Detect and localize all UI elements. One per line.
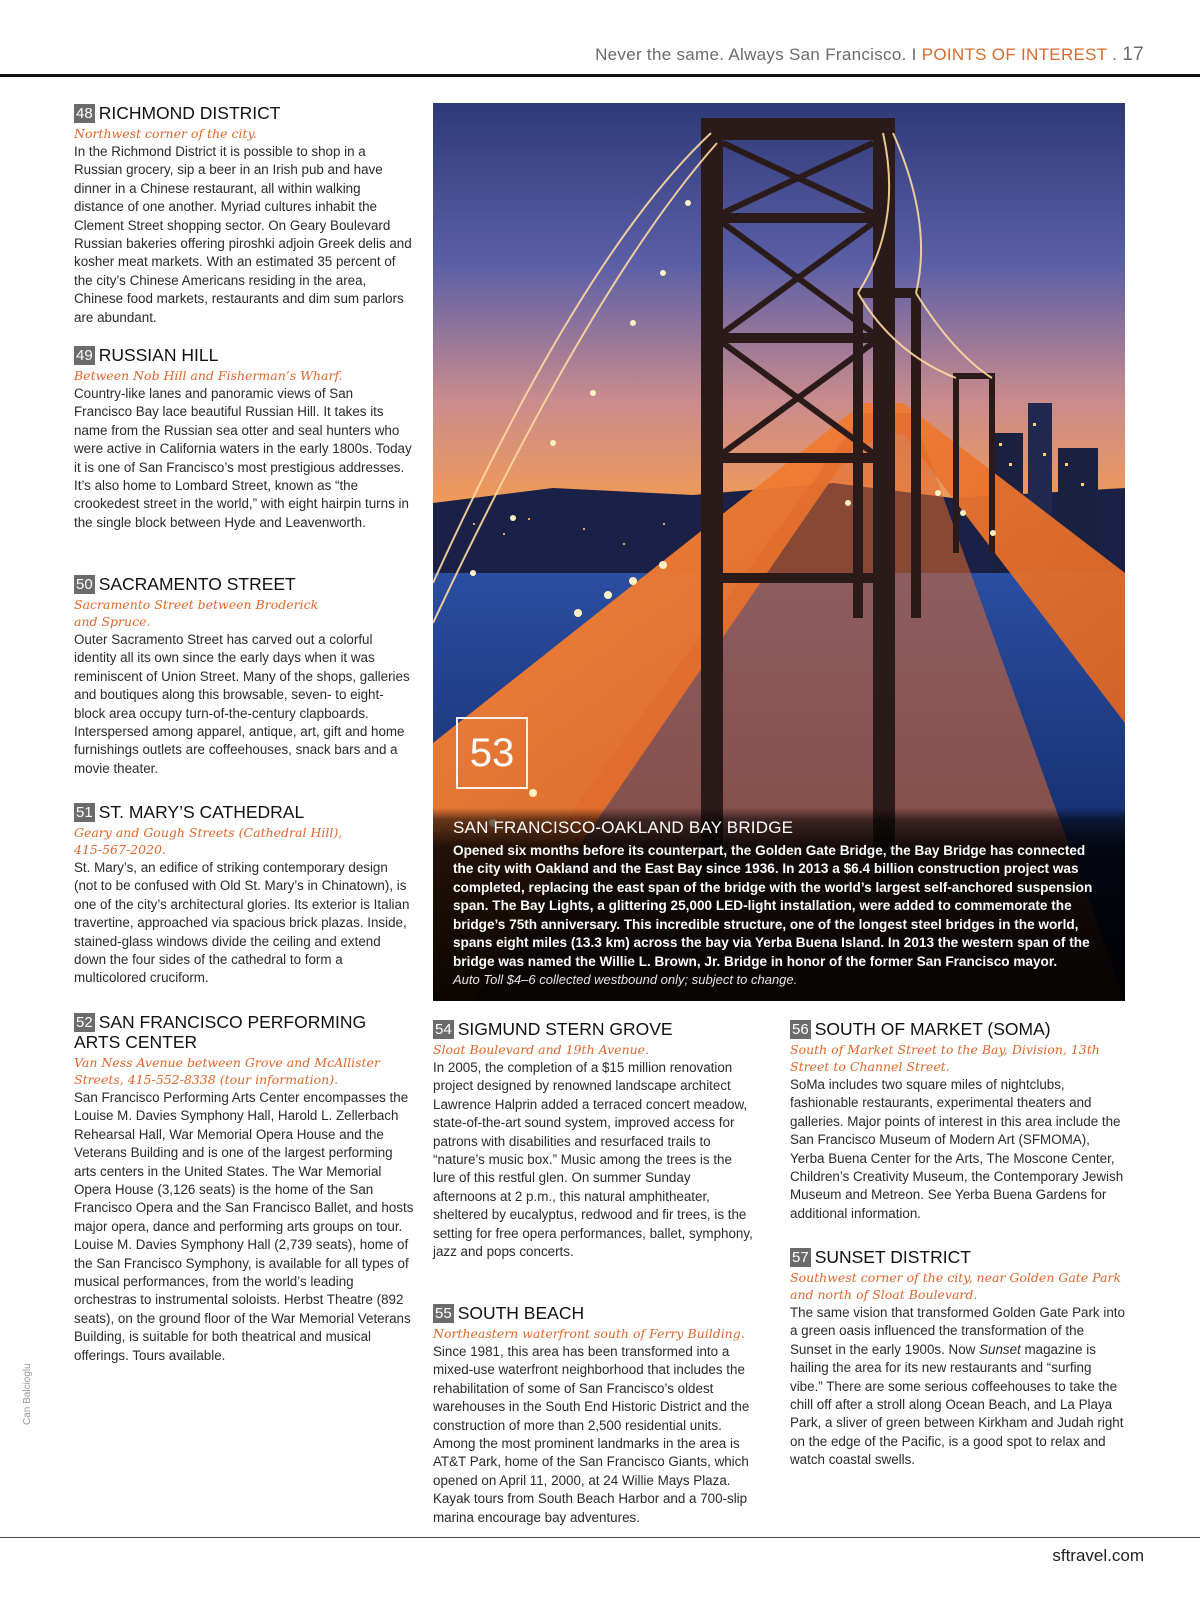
footer-site[interactable]: sftravel.com [1052, 1546, 1144, 1565]
entry-title-text: SACRAMENTO STREET [98, 574, 296, 594]
header-separator: . [1107, 45, 1123, 64]
entry-location: Van Ness Avenue between Grove and McAllister Streets, 415-552-8338 (tour information). [74, 1055, 380, 1087]
entry-body-magazine: Sunset [979, 1341, 1021, 1357]
entry-title-text: ST. MARY’S CATHEDRAL [98, 802, 305, 822]
entry-number: 48 [76, 105, 93, 122]
header-section: POINTS OF INTEREST [921, 45, 1108, 64]
entry-title [74, 802, 414, 822]
entry-location: Northwest corner of the city. [74, 126, 257, 141]
entry-body: Country-like lanes and panoramic views of San Francisco Bay lace beautiful Russian Hill. It takes its name from the Russian sea otter and seal hunters who were active in California waters in the early 1800s. Today it is one of San Francisco’s most prestigious addresses. It’s also home to Lombard Street, known as “the crookedest street in the world,” with eight hairpin turns in the single block between Hyde and Leavenworth. [74, 386, 412, 530]
entry-51 [74, 802, 414, 988]
entry-title-text: SOUTH OF MARKET (SOMA) [814, 1019, 1051, 1039]
entry-number: 56 [792, 1021, 809, 1038]
entry-title [74, 345, 414, 365]
entry-title-text: SUNSET DISTRICT [814, 1247, 971, 1267]
entry-title-text: SOUTH BEACH [457, 1303, 585, 1323]
header-tagline: Never the same. Always San Francisco. I [595, 45, 922, 64]
entry-56 [790, 1019, 1125, 1223]
entry-title [74, 1012, 414, 1052]
bay-bridge-photo [433, 103, 1125, 1001]
entry-body [790, 1304, 1125, 1470]
entry-title [74, 574, 414, 594]
entry-body-start: The same vision that transformed Golden Gate Park into a green oasis influenced the transformation of the Sunset in the early 1900s. Now [790, 1305, 1125, 1357]
entry-body: In 2005, the completion of a $15 million renovation project designed by renowned landscape architect Lawrence Halprin added a terraced concert meadow, state-of-the-art sound system, improved access for patrons with disabilities and resurfaced trails to “nature’s music box.” Music among the trees is the lure of this restful glen. On summer Sunday afternoons at 2 p.m., this natural amphitheater, sheltered by eucalyptus, redwood and fir trees, is the setting for free opera performances, ballet, symphony, jazz and pops concerts. [433, 1060, 753, 1260]
photo-credit: Can Balcioglu [22, 1363, 33, 1425]
entry-body: San Francisco Performing Arts Center encompasses the Louise M. Davies Symphony Hall, Harold L. Zellerbach Rehearsal Hall, War Memorial Opera House and the Veterans Building and is one of the largest performing arts centers in the United States. The War Memorial Opera House (3,126 seats) is the home of the San Francisco Opera and the San Francisco Ballet, and hosts major opera, dance and performing arts groups on tour. Louise M. Davies Symphony Hall (2,739 seats), home of the San Francisco Symphony, is available for all types of musical performances, from the world’s leading orchestras to instrumental soloists. Herbst Theatre (892 seats), on the ground floor of the War Memorial Veterans Building, is suitable for both theatrical and musical offerings. Tours available. [74, 1090, 414, 1363]
entry-title-text: SAN FRANCISCO PERFORMING ARTS CENTER [74, 1012, 367, 1052]
entry-49 [74, 345, 414, 532]
entry-body-end: magazine is hailing the area for its new restaurants and “surfing vibe.” There are some serious coffeehouses to take the chill off after a stroll along Ocean Beach, and La Playa Park, a sliver of green between Kirkham and Judah right on the edge of the Pacific, is a good spot to relax and watch coastal swells. [790, 1341, 1124, 1468]
entry-48 [74, 103, 414, 327]
entry-number: 54 [435, 1021, 452, 1038]
entry-location: Between Nob Hill and Fisherman’s Wharf. [74, 368, 343, 383]
entry-body: In the Richmond District it is possible to shop in a Russian grocery, sip a beer in an Irish pub and have dinner in a Chinese restaurant, all within walking distance of one another. Myriad cultures inhabit the Clement Street shopping sector. On Geary Boulevard Russian bakeries offering piroshki adjoin Greek delis and kosher meat markets. With an estimated 35 percent of the city’s Chinese Americans residing in the area, Chinese food markets, restaurants and dim sum parlors are abundant. [74, 144, 412, 325]
entry-location: Sacramento Street between Broderick and Spruce. [74, 597, 319, 629]
entry-title [433, 1303, 753, 1323]
entry-50 [74, 574, 414, 778]
running-header [595, 44, 1144, 66]
entry-title [433, 1019, 753, 1039]
page-number: 17 [1122, 44, 1144, 65]
entry-location: South of Market Street to the Bay, Division, 13th Street to Channel Street. [790, 1042, 1100, 1074]
feature-title: SAN FRANCISCO-OAKLAND BAY BRIDGE [453, 817, 794, 837]
entry-location: Southwest corner of the city, near Golden Gate Park and north of Sloat Boulevard. [790, 1270, 1122, 1302]
entry-body: SoMa includes two square miles of nightclubs, fashionable restaurants, experimental theaters and galleries. Major points of interest in this area include the San Francisco Museum of Modern Art (SFMOMA), Yerba Buena Center for the Arts, The Moscone Center, Children’s Creativity Museum, the Contemporary Jewish Museum and Metreon. See Yerba Buena Gardens for additional information. [790, 1077, 1124, 1221]
entry-number: 51 [76, 804, 93, 821]
entry-location: Geary and Gough Streets (Cathedral Hill), 415-567-2020. [74, 825, 343, 857]
entry-number: 55 [435, 1305, 452, 1322]
feature-note: Auto Toll $4–6 collected westbound only; subject to change. [453, 972, 798, 987]
entry-title [790, 1247, 1125, 1267]
entry-number: 52 [76, 1014, 93, 1031]
entry-number: 50 [76, 576, 93, 593]
entry-body: St. Mary’s, an edifice of striking contemporary design (not to be confused with Old St. Mary’s in Chinatown), is one of the city’s architectural glories. Its exterior is Italian travertine, approached via spacious brick plazas. Inside, stained-glass windows divide the ceiling and extend down the four sides of the cathedral to form a multicolored cruciform. [74, 860, 410, 986]
entry-number: 57 [792, 1249, 809, 1266]
feature-caption [433, 808, 1125, 1002]
entry-body: Since 1981, this area has been transformed into a mixed-use waterfront neighborhood that includes the rehabilitation of some of San Francisco’s oldest warehouses in the South End Historic District and the construction of more than 2,500 residential units. Among the most prominent landmarks in the area is AT&T Park, home of the San Francisco Giants, which opened on April 11, 2000, at 24 Willie Mays Plaza. Kayak tours from South Beach Harbor and a 700-slip marina encourage bay adventures. [433, 1344, 750, 1525]
entry-number: 49 [76, 347, 93, 364]
entry-title [74, 103, 414, 123]
entry-title-text: RICHMOND DISTRICT [98, 103, 281, 123]
feature-number-badge: 53 [456, 717, 528, 789]
header-rule [0, 74, 1200, 77]
feature-body: Opened six months before its counterpart, the Golden Gate Bridge, the Bay Bridge has connected the city with Oakland and the East Bay since 1936. In 2013 a $6.4 billion construction project was completed, replacing the east span of the bridge with the world’s largest self-anchored suspension span. The Bay Lights, a glittering 25,000 LED-light installation, were added to commemorate the bridge’s 75th anniversary. This incredible structure, one of the longest steel bridges in the world, spans eight miles (13.3 km) across the bay via Yerba Buena Island. In 2013 the western span of the bridge was named the Willie L. Brown, Jr. Bridge in honor of the former San Francisco mayor. [453, 842, 1093, 969]
entry-body: Outer Sacramento Street has carved out a colorful identity all its own since the early days when it was reminiscent of Union Street. Many of the shops, galleries and boutiques along this browsable, seven- to eight-block area occupy turn-of-the-century clapboards. Interspersed among apparel, antique, art, gift and home furnishings outlets are coffeehouses, snack bars and a movie theater. [74, 632, 410, 776]
entry-55 [433, 1303, 753, 1527]
entry-location: Northeastern waterfront south of Ferry Building. [433, 1326, 745, 1341]
entry-location: Sloat Boulevard and 19th Avenue. [433, 1042, 650, 1057]
entry-54 [433, 1019, 753, 1261]
entry-52 [74, 1012, 414, 1365]
entry-title-text: RUSSIAN HILL [98, 345, 219, 365]
entry-title [790, 1019, 1125, 1039]
entry-57 [790, 1247, 1125, 1470]
footer-rule [0, 1537, 1200, 1538]
entry-title-text: SIGMUND STERN GROVE [457, 1019, 673, 1039]
